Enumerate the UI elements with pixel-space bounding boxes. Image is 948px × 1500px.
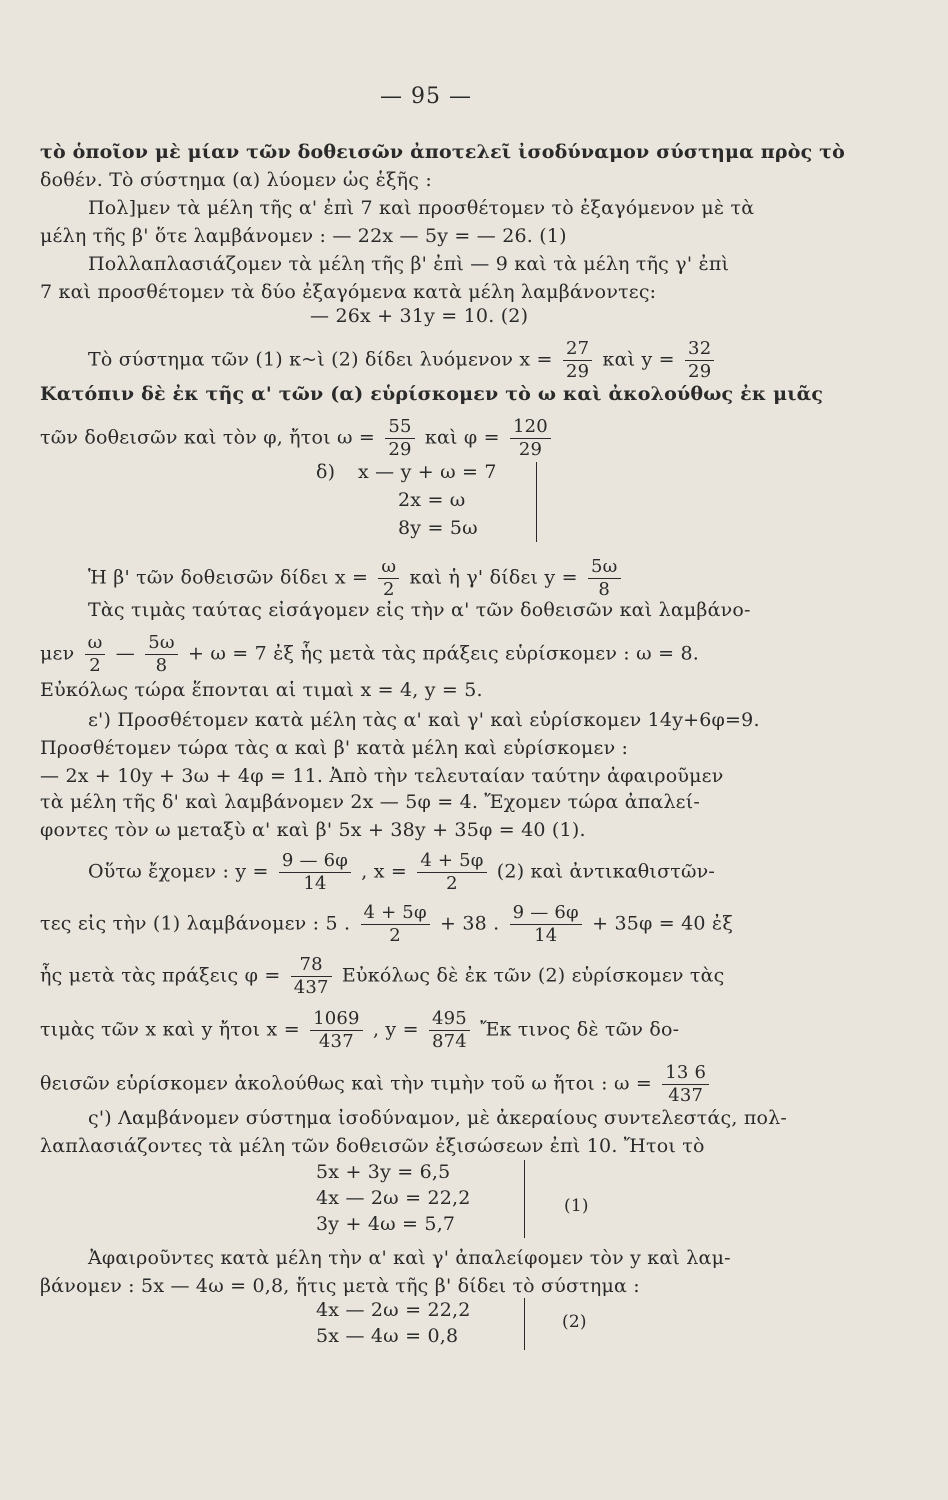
text-line: τὰ μέλη τῆς δ' καὶ λαμβάνομεν 2x — 5φ = 4. Ἔχομεν τώρα ἀπαλεί-	[40, 791, 700, 813]
text-line: Πολλαπλασιάζομεν τὰ μέλη τῆς β' ἐπὶ — 9 καὶ τὰ μέλη τῆς γ' ἐπὶ	[88, 253, 730, 275]
fraction	[685, 340, 714, 381]
equation-line: 3y + 4ω = 5,7	[316, 1213, 456, 1235]
fraction	[588, 558, 621, 599]
denominator: 2	[383, 579, 395, 600]
fraction	[291, 956, 332, 997]
text-line: τὸ ὁποῖον μὲ μίαν τῶν δοθεισῶν ἀποτελεῖ ἰσοδύναμον σύστημα πρὸς τὸ	[40, 141, 846, 163]
equation-line: 8y = 5ω	[398, 517, 478, 539]
text-segment: —	[115, 642, 135, 665]
text-segment: Τὸ σύστημα τῶν (1) κ~ὶ (2) δίδει λυόμενον x =	[88, 348, 553, 371]
numerator: 5ω	[145, 634, 178, 655]
denominator: 14	[303, 873, 327, 894]
text-segment: καὶ φ =	[424, 426, 500, 449]
text-segment: + 38 .	[440, 912, 500, 935]
text-line: Κατόπιν δὲ ἐκ τῆς α' τῶν (α) εὑρίσκομεν τὸ ω καὶ ἀκολούθως ἐκ μιᾶς	[40, 383, 824, 405]
denominator: 2	[389, 925, 401, 946]
fraction	[361, 904, 430, 945]
text-segment: + ω = 7 ἐξ ἧς μετὰ τὰς πράξεις εὑρίσκομεν : ω = 8.	[187, 642, 699, 665]
text-segment: Εὐκόλως δὲ ἐκ τῶν (2) εὑρίσκομεν τὰς	[341, 964, 725, 987]
equation-line: 4x — 2ω = 22,2	[316, 1187, 471, 1209]
text-line: μέλη τῆς β' ὅτε λαμβάνομεν : — 22x — 5y = — 26. (1)	[40, 225, 567, 247]
denominator: 2	[446, 873, 458, 894]
text-segment: τῶν δοθεισῶν καὶ τὸν φ, ἤτοι ω =	[40, 426, 376, 449]
system-brace	[536, 462, 537, 542]
fraction	[429, 1010, 470, 1051]
system-label: δ)	[316, 461, 336, 483]
denominator: 8	[155, 655, 168, 676]
system-brace	[524, 1298, 525, 1350]
text-line-with-fractions	[40, 634, 699, 675]
text-line: φοντες τὸν ω μεταξὺ α' καὶ β' 5x + 38y + 35φ = 40 (1).	[40, 819, 586, 841]
system-tag: (1)	[564, 1196, 589, 1216]
fraction	[510, 904, 582, 945]
denominator: 8	[598, 579, 611, 600]
equation-line: — 26x + 31y = 10. (2)	[310, 305, 529, 327]
text-line-with-fractions	[88, 340, 718, 381]
text-line: Ἀφαιροῦντες κατὰ μέλη τὴν α' καὶ γ' ἀπαλείφομεν τὸν y καὶ λαμ-	[88, 1247, 731, 1269]
equation-line: 5x + 3y = 6,5	[316, 1161, 451, 1183]
denominator: 2	[89, 655, 101, 676]
equation-line: 5x — 4ω = 0,8	[316, 1325, 459, 1347]
numerator: 4 + 5φ	[361, 904, 430, 925]
equation-line: 2x = ω	[398, 489, 466, 511]
text-line-with-fractions	[40, 904, 733, 945]
text-segment: τες εἰς τὴν (1) λαμβάνομεν : 5 .	[40, 912, 351, 935]
fraction	[145, 634, 178, 675]
text-segment: , y =	[372, 1018, 419, 1041]
fraction	[310, 1010, 363, 1051]
numerator: ω	[378, 558, 399, 579]
text-segment: Ἡ β' τῶν δοθεισῶν δίδει x =	[88, 566, 369, 589]
denominator: 29	[518, 439, 543, 460]
text-line: 7 καὶ προσθέτομεν τὰ δύο ἐξαγόμενα κατὰ μέλη λαμβάνοντες:	[40, 281, 657, 303]
denominator: 29	[688, 361, 712, 382]
denominator: 437	[293, 977, 329, 998]
text-line-with-fractions	[88, 558, 625, 599]
numerator: ω	[85, 634, 106, 655]
text-line: λαπλασιάζοντες τὰ μέλη τῶν δοθεισῶν ἐξισώσεων ἐπὶ 10. Ἤτοι τὸ	[40, 1135, 705, 1157]
denominator: 437	[318, 1031, 354, 1052]
numerator: 1069	[310, 1010, 363, 1031]
text-segment: (2) καὶ ἀντικαθιστῶν-	[496, 860, 716, 883]
text-line: ε') Προσθέτομεν κατὰ μέλη τὰς α' καὶ γ' καὶ εὑρίσκομεν 14y+6φ=9.	[88, 709, 760, 731]
text-segment: καὶ ἡ γ' δίδει y =	[409, 566, 578, 589]
denominator: 29	[565, 361, 590, 382]
text-segment: Οὕτω ἔχομεν : y =	[88, 860, 269, 883]
fraction	[510, 418, 551, 459]
fraction	[279, 852, 351, 893]
fraction	[417, 852, 486, 893]
text-segment: καὶ y =	[602, 348, 675, 371]
text-line: Πολ]μεν τὰ μέλη τῆς α' ἐπὶ 7 καὶ προσθέτομεν τὸ ἐξαγόμενον μὲ τὰ	[88, 197, 755, 219]
fraction	[378, 558, 399, 599]
numerator: 78	[291, 956, 332, 977]
text-segment: ἧς μετὰ τὰς πράξεις φ =	[40, 964, 281, 987]
text-line-with-fractions	[40, 956, 724, 997]
numerator: 55	[385, 418, 414, 439]
text-line-with-fractions	[40, 1010, 679, 1051]
text-line: Προσθέτομεν τώρα τὰς α καὶ β' κατὰ μέλη καὶ εὑρίσκομεν :	[40, 737, 629, 759]
text-line: Τὰς τιμὰς ταύτας εἰσάγομεν εἰς τὴν α' τῶν δοθεισῶν καὶ λαμβάνο-	[88, 599, 751, 621]
numerator: 9 — 6φ	[510, 904, 582, 925]
text-segment: + 35φ = 40 ἐξ	[592, 912, 733, 935]
numerator: 13 6	[662, 1064, 709, 1085]
text-line-with-fractions	[40, 1064, 713, 1105]
text-line: Εὐκόλως τώρα ἕπονται αἱ τιμαὶ x = 4, y = 5.	[40, 679, 483, 701]
numerator: 120	[510, 418, 551, 439]
text-segment: τιμὰς τῶν x καὶ y ἤτοι x =	[40, 1018, 300, 1041]
denominator: 874	[431, 1031, 467, 1052]
numerator: 27	[563, 340, 592, 361]
text-segment: Ἔκ τινος δὲ τῶν δο-	[480, 1018, 680, 1041]
numerator: 5ω	[588, 558, 621, 579]
fraction	[385, 418, 414, 459]
system-tag: (2)	[562, 1312, 587, 1332]
text-segment: , x =	[361, 860, 408, 883]
fraction	[662, 1064, 709, 1105]
text-line: βάνομεν : 5x — 4ω = 0,8, ἥτις μετὰ τῆς β' δίδει τὸ σύστημα :	[40, 1275, 640, 1297]
text-line-with-fractions	[40, 418, 555, 459]
text-segment: θεισῶν εὑρίσκομεν ἀκολούθως καὶ τὴν τιμὴν τοῦ ω ἤτοι : ω =	[40, 1072, 653, 1095]
fraction	[85, 634, 106, 675]
fraction	[563, 340, 592, 381]
denominator: 437	[668, 1085, 704, 1106]
text-line-with-fractions	[88, 852, 715, 893]
numerator: 4 + 5φ	[417, 852, 486, 873]
numerator: 9 — 6φ	[279, 852, 351, 873]
text-line: δοθέν. Τὸ σύστημα (α) λύομεν ὡς ἑξῆς :	[40, 169, 432, 191]
denominator: 14	[534, 925, 558, 946]
numerator: 495	[429, 1010, 470, 1031]
equation-line: x — y + ω = 7	[358, 461, 497, 483]
numerator: 32	[685, 340, 714, 361]
page-number: — 95 —	[380, 84, 472, 109]
equation-line: 4x — 2ω = 22,2	[316, 1299, 471, 1321]
text-line: ς') Λαμβάνομεν σύστημα ἰσοδύναμον, μὲ ἀκεραίους συντελεστάς, πολ-	[88, 1107, 788, 1129]
denominator: 29	[388, 439, 412, 460]
text-segment: μεν	[40, 642, 75, 665]
text-line: — 2x + 10y + 3ω + 4φ = 11. Ἀπὸ τὴν τελευταίαν ταύτην ἀφαιροῦμεν	[40, 765, 724, 787]
system-brace	[524, 1160, 525, 1238]
